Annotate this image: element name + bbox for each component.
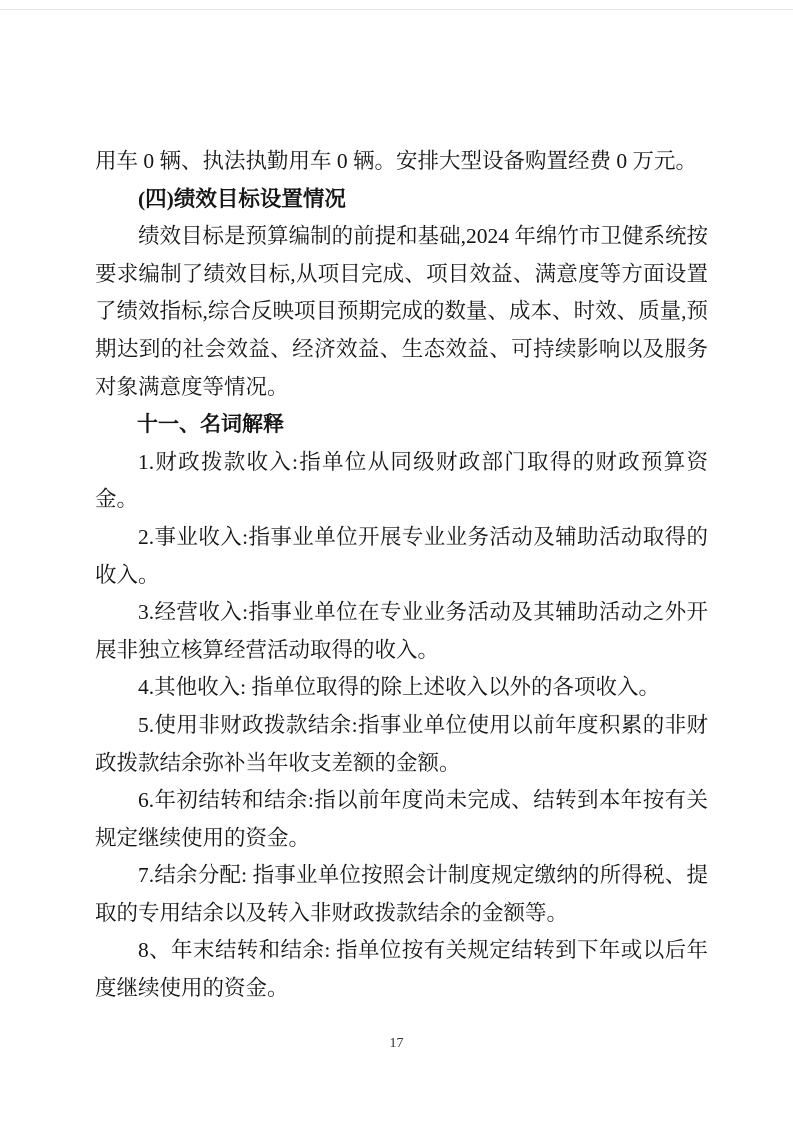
section-heading: 十一、名词解释 <box>137 413 284 437</box>
page-top-rule <box>0 9 793 10</box>
paragraph: 1.财政拨款收入:指单位从同级财政部门取得的财政预算资金。 <box>95 449 708 512</box>
document-body <box>95 143 708 1008</box>
paragraph: 7.结余分配: 指事业单位按照会计制度规定缴纳的所得税、提取的专用结余以及转入非财政拨款结余的金额等。 <box>95 863 708 925</box>
paragraph: 4.其他收入: 指单位取得的除上述收入以外的各项收入。 <box>138 675 660 700</box>
page-number: 17 <box>389 1036 404 1051</box>
paragraph: 3.经营收入:指事业单位在专业业务活动及其辅助活动之外开展非独立核算经营活动取得的收入。 <box>95 600 708 662</box>
paragraph: 绩效目标是预算编制的前提和基础,2024 年绵竹市卫健系统按要求编制了绩效目标,从项目完成、项目效益、满意度等方面设置了绩效指标,综合反映项目预期完成的数量、成本、时效、质量,预期达到的社会效益、经济效益、生态效益、可持续影响以及服务对象满意度等情况。 <box>95 224 708 399</box>
paragraph: 用车 0 辆、执法执勤用车 0 辆。安排大型设备购置经费 0 万元。 <box>95 149 698 173</box>
paragraph: 2.事业收入:指事业单位开展专业业务活动及辅助活动取得的收入。 <box>95 524 708 587</box>
page-footer <box>0 1034 793 1052</box>
paragraph: 6.年初结转和结余:指以前年度尚未完成、结转到本年按有关规定继续使用的资金。 <box>95 788 708 850</box>
paragraph: 8、年末结转和结余: 指单位按有关规定结转到下年或以后年度继续使用的资金。 <box>95 938 708 1001</box>
paragraph: 5.使用非财政拨款结余:指事业单位使用以前年度积累的非财政拨款结余弥补当年收支差额的金额。 <box>95 712 708 775</box>
section-heading: (四)绩效目标设置情况 <box>138 186 346 211</box>
